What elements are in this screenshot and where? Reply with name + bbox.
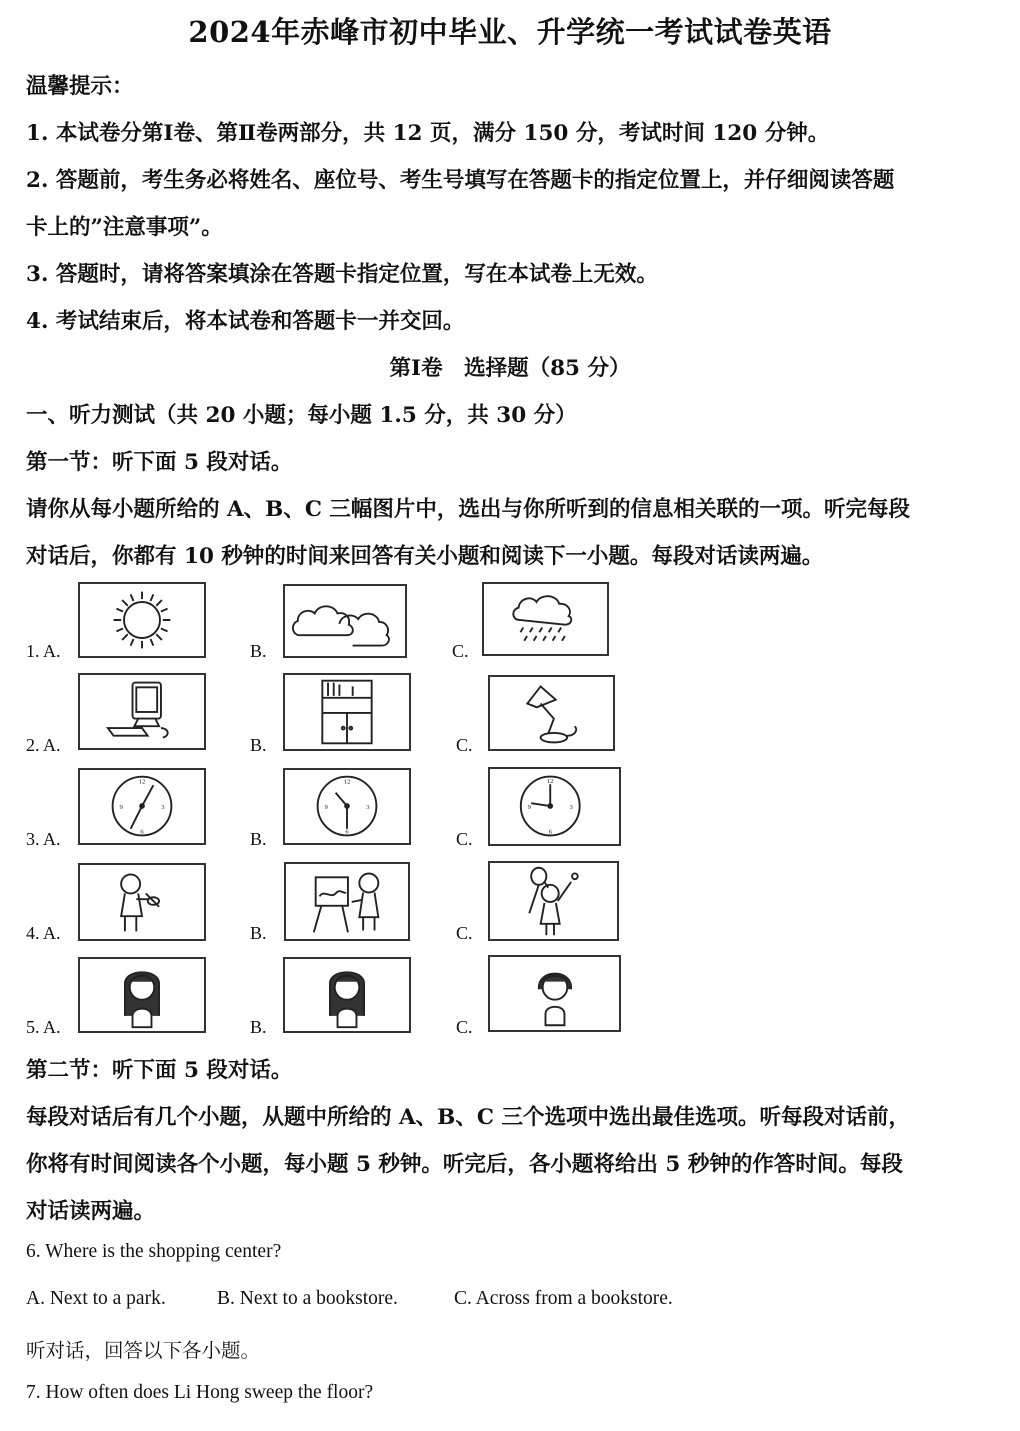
q2-label-b: B. bbox=[250, 735, 267, 755]
q5-label-a: 5. A. bbox=[26, 1017, 61, 1037]
q6-option-b: B. Next to a bookstore. bbox=[217, 1288, 398, 1309]
q5-label-b: B. bbox=[250, 1017, 267, 1037]
section1-instruction-1: 请你从每小题所给的 A、B、C 三幅图片中，选出与你所听到的信息相关联的一项。听完每段 bbox=[26, 497, 910, 522]
notice-heading: 温馨提示： bbox=[26, 74, 134, 99]
q3-label-c: C. bbox=[456, 829, 473, 849]
q3-label-a: 3. A. bbox=[26, 829, 61, 849]
section2-instruction-2: 你将有时间阅读各个小题，每小题 5 秒钟。听完后，各小题将给出 5 秒钟的作答时间。每段 bbox=[26, 1152, 903, 1177]
q3-label-b: B. bbox=[250, 829, 267, 849]
cloud-icon bbox=[283, 584, 407, 658]
q2-label-a: 2. A. bbox=[26, 735, 61, 755]
svg-text:3: 3 bbox=[366, 803, 370, 811]
clock-icon bbox=[488, 767, 621, 846]
bookcase-icon bbox=[283, 673, 411, 751]
notice-item-1: 1. 本试卷分第Ⅰ卷、第Ⅱ卷两部分，共 12 页，满分 150 分，考试时间 120 分钟。 bbox=[26, 121, 830, 146]
part1-title: 第Ⅰ卷 选择题（85 分） bbox=[389, 356, 631, 381]
q1-label-b: B. bbox=[250, 641, 267, 661]
tennis-player-icon bbox=[488, 861, 619, 941]
listening-title: 一、听力测试（共 20 小题；每小题 1.5 分，共 30 分） bbox=[26, 403, 577, 428]
rain-cloud-icon bbox=[482, 582, 609, 656]
svg-text:3: 3 bbox=[569, 803, 573, 811]
clock-icon bbox=[78, 768, 206, 845]
notice-item-3: 3. 答题时，请将答案填涂在答题卡指定位置，写在本试卷上无效。 bbox=[26, 262, 658, 287]
svg-text:6: 6 bbox=[345, 828, 349, 836]
q5-label-c: C. bbox=[456, 1017, 473, 1037]
section2-instruction-1: 每段对话后有几个小题，从题中所给的 A、B、C 三个选项中选出最佳选项。听每段对话前， bbox=[26, 1105, 910, 1130]
sun-icon bbox=[78, 582, 206, 658]
notice-item-2: 2. 答题前，考生务必将姓名、座位号、考生号填写在答题卡的指定位置上，并仔细阅读答题 bbox=[26, 168, 895, 193]
notice-item-2-cont: 卡上的”注意事项”。 bbox=[26, 215, 223, 240]
q2-label-c: C. bbox=[456, 735, 473, 755]
computer-icon bbox=[78, 673, 206, 750]
svg-text:9: 9 bbox=[119, 803, 123, 811]
page-title: 2024年赤峰市初中毕业、升学统一考试试卷英语 bbox=[188, 15, 832, 49]
svg-text:6: 6 bbox=[548, 828, 552, 836]
desk-lamp-icon bbox=[488, 675, 615, 751]
q7-question: 7. How often does Li Hong sweep the floor? bbox=[26, 1382, 374, 1403]
q6-option-c: C. Across from a bookstore. bbox=[454, 1288, 673, 1309]
long-hair-girl-icon bbox=[78, 957, 206, 1033]
section2-instruction-3: 对话读两遍。 bbox=[26, 1199, 156, 1224]
notice-item-4: 4. 考试结束后，将本试卷和答题卡一并交回。 bbox=[26, 309, 465, 334]
q6-option-a: A. Next to a park. bbox=[26, 1288, 166, 1309]
svg-text:3: 3 bbox=[161, 803, 165, 811]
long-hair-girl-icon bbox=[283, 957, 411, 1033]
svg-text:9: 9 bbox=[527, 803, 531, 811]
svg-text:9: 9 bbox=[324, 803, 328, 811]
section1-title: 第一节：听下面 5 段对话。 bbox=[26, 450, 293, 475]
q4-label-a: 4. A. bbox=[26, 923, 61, 943]
svg-text:12: 12 bbox=[343, 778, 351, 786]
clock-icon bbox=[283, 768, 411, 845]
section2-title: 第二节：听下面 5 段对话。 bbox=[26, 1058, 293, 1083]
q4-label-b: B. bbox=[250, 923, 267, 943]
q4-label-c: C. bbox=[456, 923, 473, 943]
svg-text:12: 12 bbox=[138, 778, 146, 786]
section1-instruction-2: 对话后，你都有 10 秒钟的时间来回答有关小题和阅读下一小题。每段对话读两遍。 bbox=[26, 544, 824, 569]
q1-label-c: C. bbox=[452, 641, 469, 661]
listen-note: 听对话，回答以下各小题。 bbox=[26, 1341, 261, 1362]
q6-question: 6. Where is the shopping center? bbox=[26, 1241, 282, 1262]
q6-options bbox=[26, 1288, 673, 1310]
short-hair-girl-icon bbox=[488, 955, 621, 1032]
svg-text:6: 6 bbox=[140, 828, 144, 836]
painting-child-icon bbox=[284, 862, 410, 941]
svg-text:12: 12 bbox=[546, 778, 554, 786]
violin-player-icon bbox=[78, 863, 206, 941]
q1-label-a: 1. A. bbox=[26, 641, 61, 661]
